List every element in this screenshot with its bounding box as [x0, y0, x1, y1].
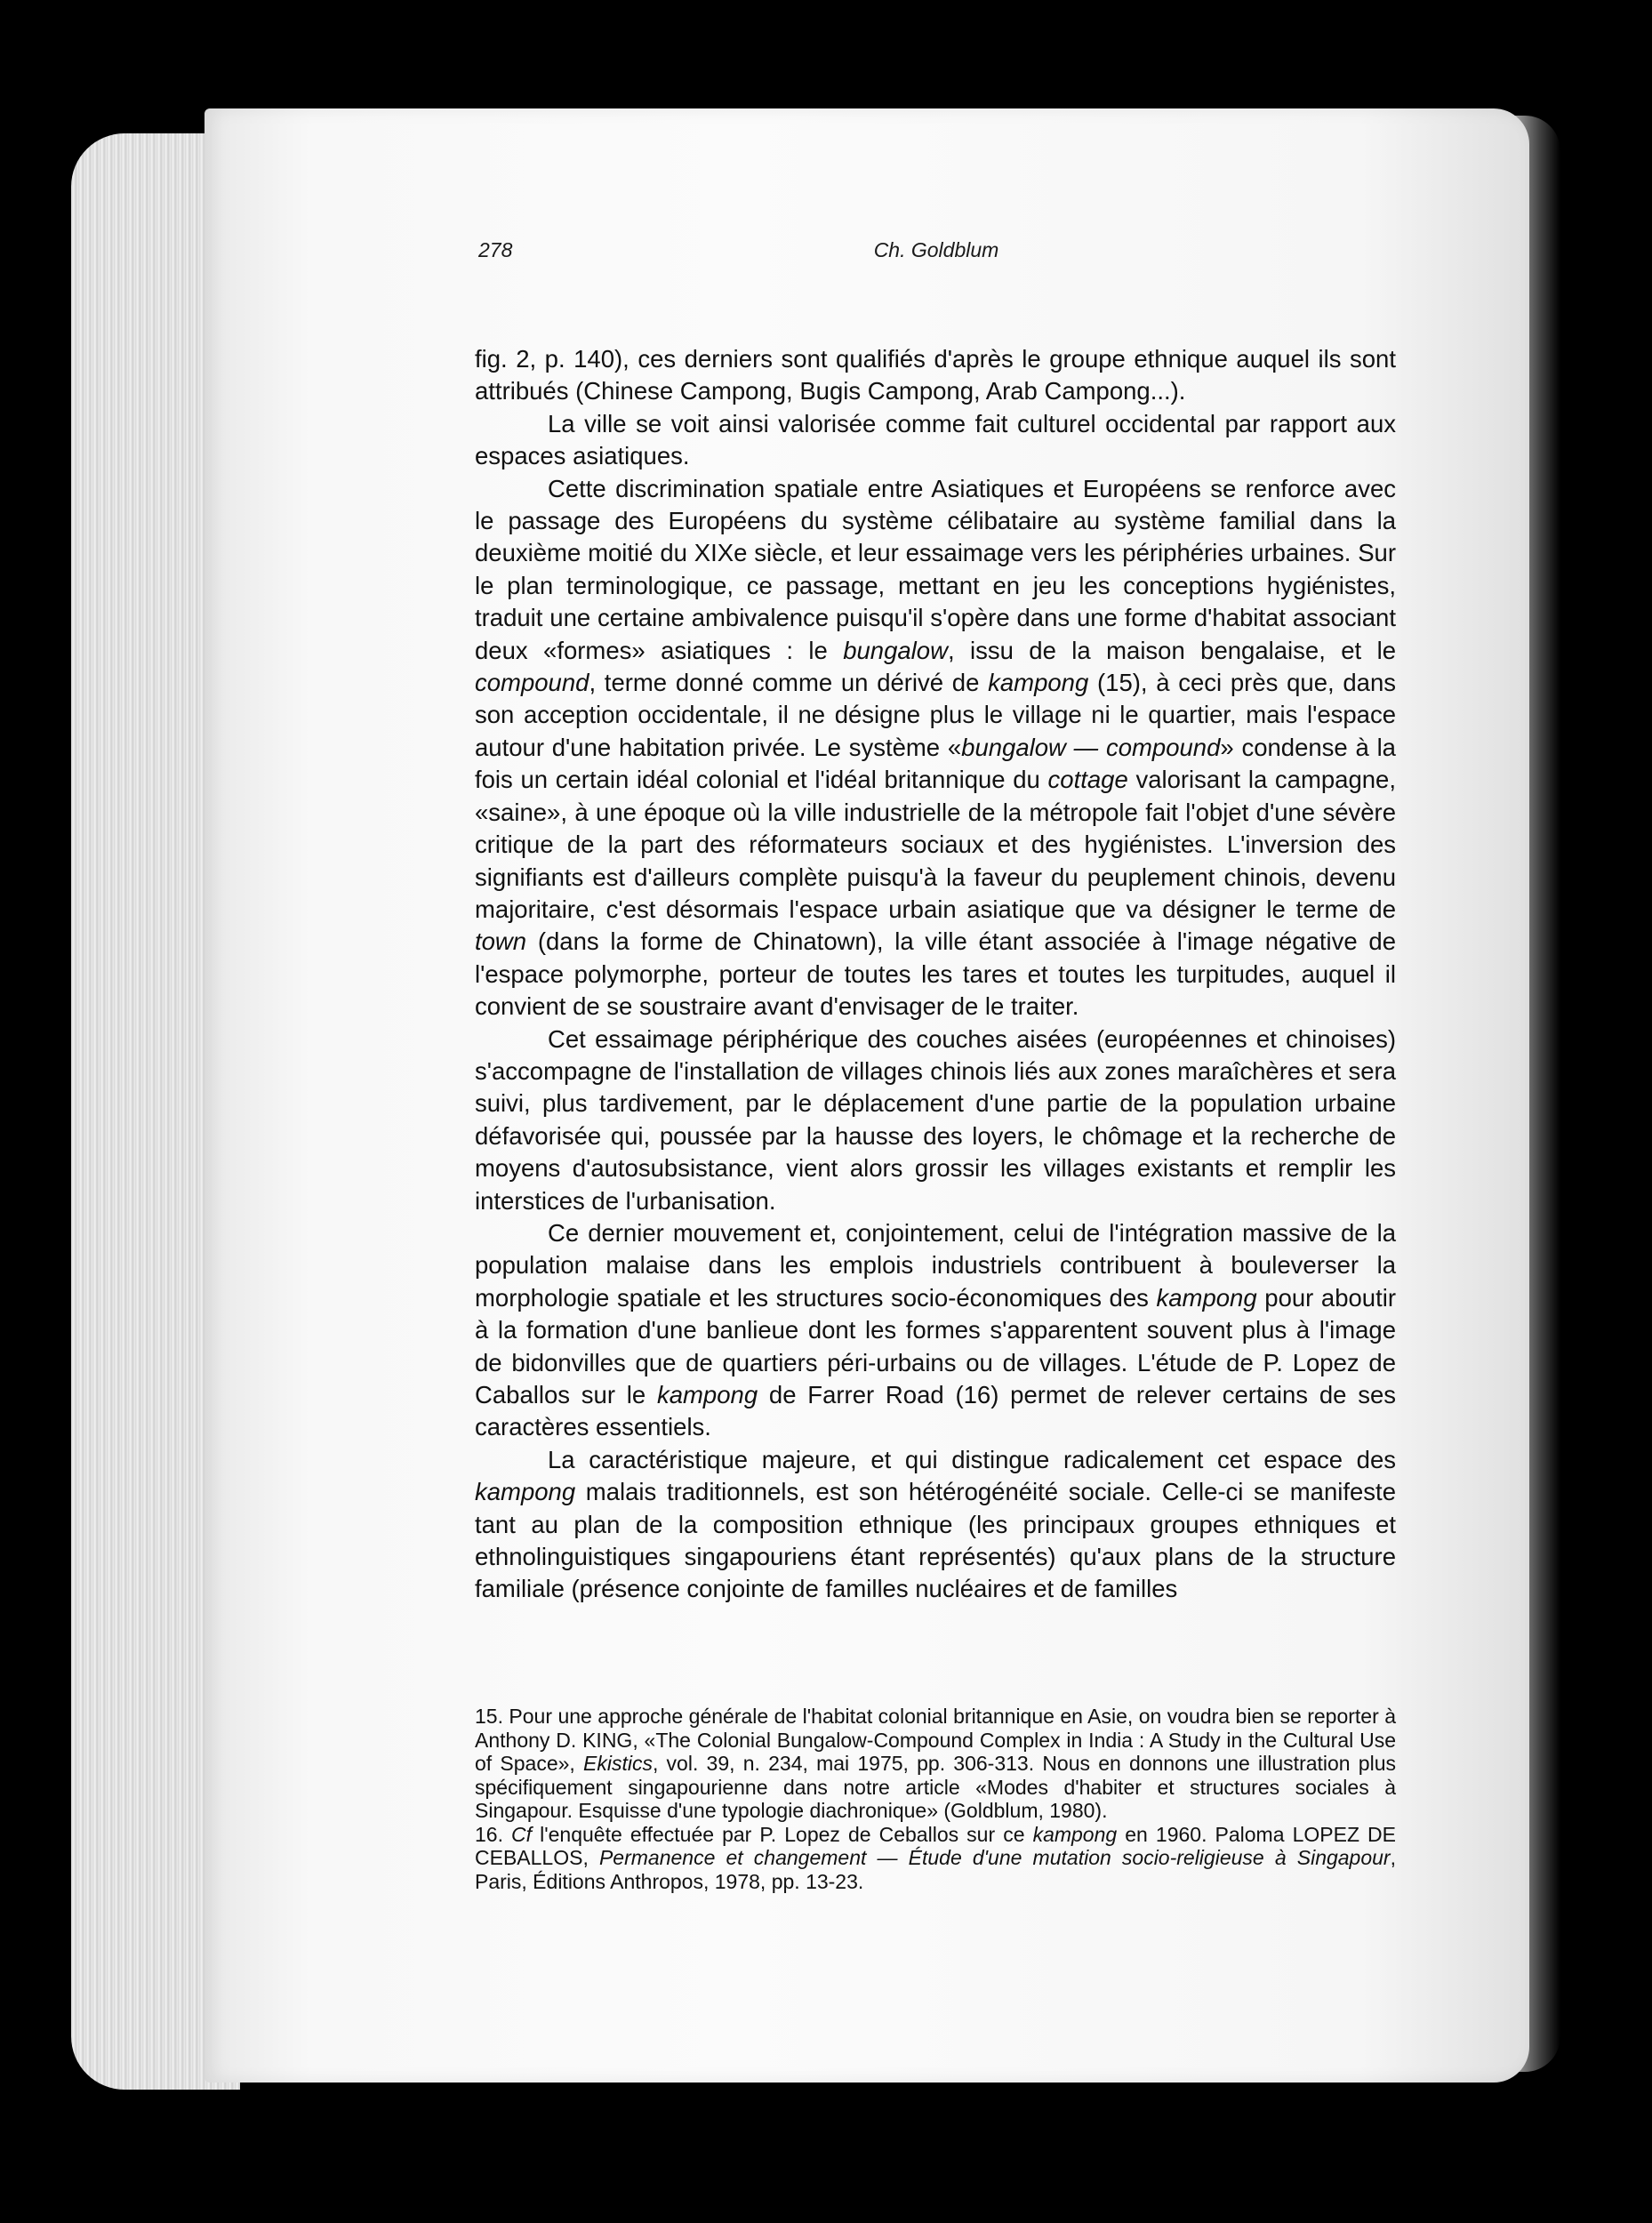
- italic-term: kampong: [475, 1478, 576, 1506]
- text-run: La caractéristique majeure, et qui distingue radicalement cet espace des: [548, 1445, 1396, 1473]
- italic-term: kampong: [988, 669, 1089, 697]
- text-run: , vol. 39, n. 234, mai 1975, pp. 306-313. Nous en donnons une illustration plus spécifiquement singapourienne dans notre article «Modes d'habiter et structures sociales à Singapour. Esquisse d'une typologie diachronique» (Goldblum, 1980).: [475, 1752, 1396, 1822]
- italic-term: bungalow — compound: [961, 733, 1221, 761]
- text-run: 15. Pour une approche générale de l'habitat colonial britannique en Asie, on voudra bien se reporter à Anthony D. KING, «The Colonial Bungalow-Compound Complex in India : A Study in the Cultural Use of Space»,: [475, 1705, 1396, 1775]
- italic-term: Cf: [511, 1822, 533, 1846]
- italic-term: kampong: [1156, 1283, 1257, 1312]
- text-run: , Paris, Éditions Anthropos, 1978, pp. 13-23.: [475, 1846, 1396, 1893]
- text-run: pour aboutir à la formation d'une banlieue dont les formes s'apparentent souvent plus à l'image de bidonvilles que de quartiers péri-urbains ou de villages. L'étude de P. Lopez de Caballos sur le: [475, 1283, 1397, 1408]
- text-run: Cette discrimination spatiale entre Asiatiques et Européens se renforce avec le passage des Européens du système célibataire au système familial dans la deuxième moitié du XIXe siècle, et leur essaimage vers les périphéries urbaines. Sur le plan terminologique, ce passage, mettant en jeu les conceptions hygiénistes, traduit une certaine ambivalence puisqu'il s'opère dans une forme d'habitat associant deux «formes» asiatiques : le: [475, 474, 1396, 664]
- paragraph: [475, 1217, 1396, 1444]
- footnote-15: [475, 1705, 1396, 1823]
- text-run: » condense à la fois un certain idéal colonial et l'idéal britannique du: [475, 733, 1396, 794]
- paragraph: [475, 1444, 1396, 1606]
- page-number: 278: [478, 238, 513, 261]
- running-head-author: Ch. Goldblum: [873, 238, 999, 261]
- footnote-16: [475, 1823, 1396, 1894]
- paragraph: La ville se voit ainsi valorisée comme fait culturel occidental par rapport aux espaces asiatiques.: [475, 409, 1396, 470]
- text-run: en 1960. Paloma LOPEZ DE CEBALLOS,: [475, 1822, 1397, 1869]
- footnotes: [475, 1705, 1396, 1893]
- italic-term: town: [475, 927, 527, 956]
- running-head: [478, 238, 1394, 269]
- italic-term: Permanence et changement — Étude d'une mutation socio-religieuse à Singapour: [598, 1846, 1391, 1869]
- text-run: Ce dernier mouvement et, conjointement, celui de l'intégration massive de la population malaise dans les emplois industriels contribuent à bouleverser la morphologie spatiale et les structures socio-économiques des: [475, 1218, 1396, 1312]
- text-run: , terme donné comme un dérivé de: [589, 669, 989, 697]
- paragraph: [475, 473, 1396, 1023]
- text-run: malais traditionnels, est son hétérogénéité sociale. Celle-ci se manifeste tant au plan de la composition ethnique (les principaux groupes ethniques et ethnolinguistiques singapouriens étant représentés) qu'aux plans de la structure familiale (présence conjointe de familles nucléaires et de familles: [475, 1478, 1396, 1603]
- text-run: , issu de la maison bengalaise, et le: [947, 636, 1397, 664]
- text-run: (15), à ceci près que, dans son acception occidentale, il ne désigne plus le village ni le quartier, mais l'espace autour d'une habitation privée. Le système «: [475, 669, 1396, 761]
- italic-term: compound: [475, 669, 589, 697]
- text-run: de Farrer Road (16) permet de relever certains de ses caractères essentiels.: [475, 1381, 1396, 1441]
- body-text: [475, 343, 1396, 1606]
- italic-term: Ekistics: [583, 1752, 653, 1775]
- paragraph: Cet essaimage périphérique des couches aisées (européennes et chinoises) s'accompagne de l'installation de villages chinois liés aux zones maraîchères et sera suivi, plus tardivement, par le déplacement d'une partie de la population urbaine défavorisée qui, poussée par la hausse des loyers, le chômage et la recherche de moyens d'autosubsistance, vient alors grossir les villages existants et remplir les interstices de l'urbanisation.: [475, 1024, 1396, 1215]
- text-run: 16.: [475, 1822, 512, 1846]
- paragraph: fig. 2, p. 140), ces derniers sont qualifiés d'après le groupe ethnique auquel ils sont attribués (Chinese Campong, Bugis Campong, Arab Campong...).: [475, 345, 1396, 405]
- text-run: valorisant la campagne, «saine», à une époque où la ville industrielle de la métropole fait l'objet d'une sévère critique de la part des réformateurs sociaux et des hygiénistes. L'inversion des signifiants est d'ailleurs complète puisqu'à la faveur du peuplement chinois, devenu majoritaire, c'est désormais l'espace urbain asiatique que va désigner le terme de: [475, 766, 1396, 923]
- text-run: (dans la forme de Chinatown), la ville étant associée à l'image négative de l'espace polymorphe, porteur de toutes les tares et toutes les turpitudes, auquel il convient de se soustraire avant d'envisager de le traiter.: [475, 927, 1396, 1021]
- text-run: l'enquête effectuée par P. Lopez de Ceballos sur ce: [532, 1822, 1033, 1846]
- italic-term: kampong: [656, 1381, 758, 1408]
- italic-term: cottage: [1047, 766, 1128, 794]
- italic-term: kampong: [1032, 1822, 1118, 1846]
- italic-term: bungalow: [843, 636, 948, 664]
